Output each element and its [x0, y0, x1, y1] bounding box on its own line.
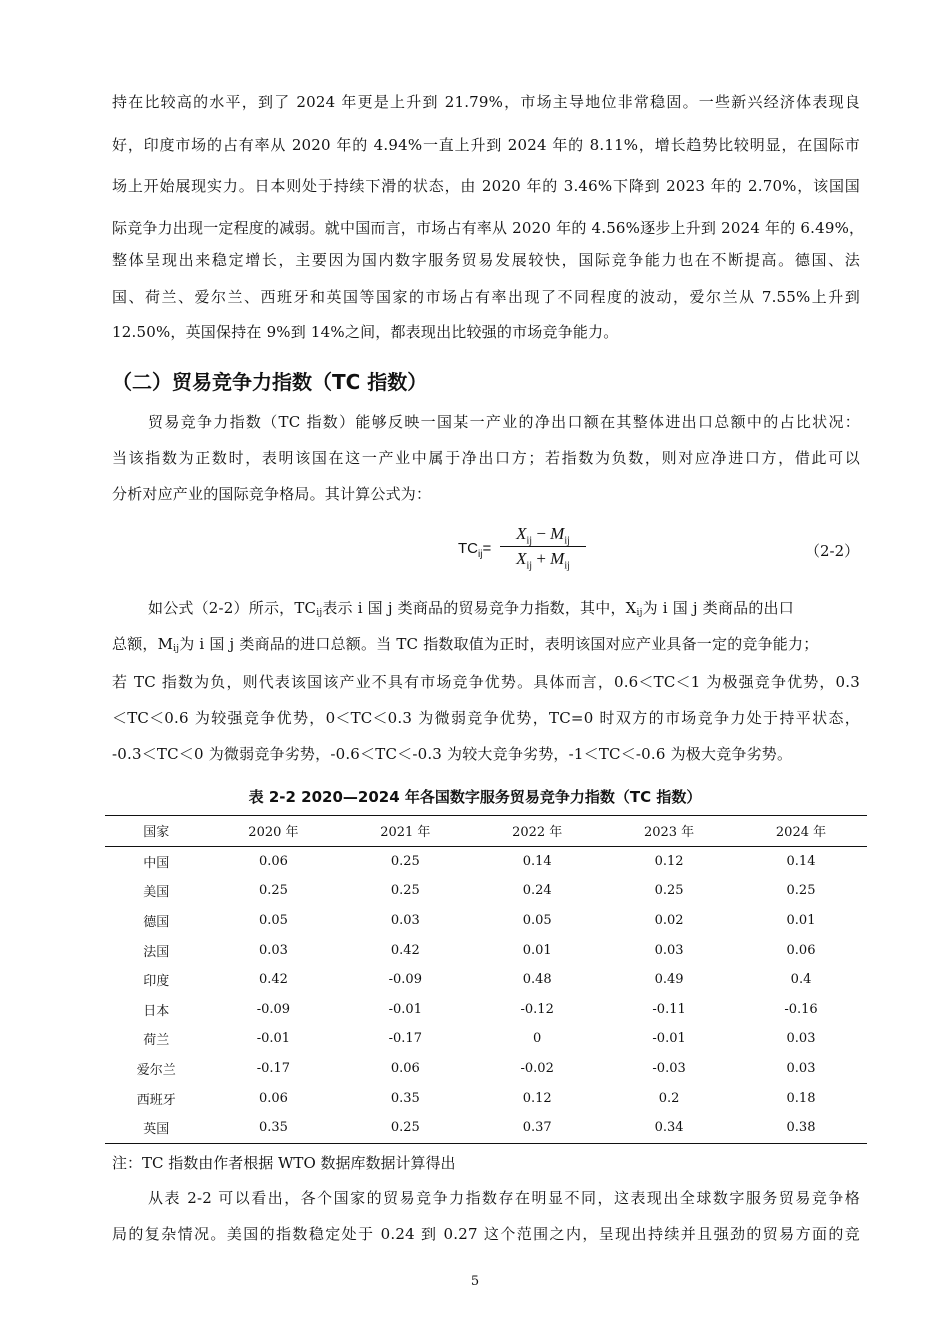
- paragraph-line: 场上开始展现实力。日本则处于持续下滑的状态，由 2020 年的 3.46%下降到 2023 年的 2.70%，该国国: [112, 177, 860, 195]
- table-cell: -0.17: [388, 1031, 422, 1047]
- column-header: 国家: [143, 825, 170, 841]
- table-cell: 0.25: [258, 883, 288, 899]
- table-row: [105, 995, 867, 1025]
- table-cell: -0.11: [652, 1001, 686, 1017]
- table-cell: 0.01: [522, 942, 552, 958]
- table-cell: 0.06: [258, 853, 288, 869]
- column-header: 2020 年: [248, 825, 299, 841]
- table-cell: 0.35: [258, 1120, 288, 1136]
- paragraph-line: 从表 2-2 可以看出，各个国家的贸易竞争力指数存在明显不同，这表现出全球数字服务贸易竞争格: [148, 1189, 860, 1207]
- column-header: 2022 年: [512, 825, 563, 841]
- table-cell: -0.03: [652, 1061, 686, 1077]
- table-row: [105, 1113, 867, 1143]
- table-cell: 0.38: [786, 1120, 816, 1136]
- table-row: [105, 906, 867, 936]
- table-row: [105, 1024, 867, 1054]
- tc-index-table: [105, 815, 867, 1144]
- table-cell: -0.01: [388, 1001, 422, 1017]
- table-cell: 0.48: [522, 972, 552, 988]
- column-header: 2024 年: [775, 825, 827, 841]
- paragraph-line: 持在比较高的水平，到了 2024 年更是上升到 21.79%，市场主导地位非常稳固。一些新兴经济体表现良: [112, 93, 860, 111]
- table-row: [105, 846, 867, 876]
- table-cell: 荷兰: [143, 1033, 170, 1049]
- paragraph-line: ＜TC＜0.6 为较强竞争优势，0＜TC＜0.3 为微弱竞争优势，TC=0 时双方的市场竞争力处于持平状态，: [112, 709, 860, 727]
- table-cell: -0.02: [520, 1061, 554, 1077]
- table-cell: 0.03: [786, 1061, 816, 1077]
- table-cell: 印度: [143, 974, 170, 990]
- table-cell: 0.4: [790, 972, 812, 988]
- table-cell: 德国: [143, 915, 170, 931]
- formula-numerator: $X_{ij} - M_{ij}$: [500, 522, 586, 547]
- table-cell: 0.06: [258, 1090, 288, 1106]
- table-cell: 0.03: [258, 942, 288, 958]
- paragraph-line: 贸易竞争力指数（TC 指数）能够反映一国某一产业的净出口额在其整体进出口总额中的占比状况：: [148, 413, 860, 431]
- page-number: 5: [470, 1274, 480, 1289]
- table-cell: 0.25: [390, 883, 420, 899]
- table-cell: 爱尔兰: [136, 1063, 176, 1079]
- table-cell: 0.49: [654, 972, 684, 988]
- table-cell: 美国: [143, 885, 170, 901]
- table-cell: 中国: [143, 855, 170, 871]
- equation-number: （2-2）: [805, 542, 860, 560]
- paragraph-line: -0.3＜TC＜0 为微弱竞争劣势，-0.6＜TC＜-0.3 为较大竞争劣势，-1＜TC＜-0.6 为极大竞争劣势。: [112, 745, 793, 763]
- table-cell: 法国: [143, 944, 170, 960]
- table-cell: -0.01: [256, 1031, 291, 1047]
- table-cell: 0.14: [522, 853, 552, 869]
- table-cell: 0.12: [522, 1090, 552, 1106]
- table-cell: 0.25: [654, 883, 684, 899]
- table-cell: 0.03: [654, 942, 684, 958]
- paragraph-line: 好，印度市场的占有率从 2020 年的 4.94%一直上升到 2024 年的 8.11%，增长趋势比较明显，在国际市: [112, 136, 860, 154]
- table-cell: 0.37: [522, 1120, 552, 1136]
- table-cell: 0.05: [522, 913, 552, 929]
- table-cell: 0.06: [786, 942, 816, 958]
- table-cell: 0.25: [786, 883, 816, 899]
- table-cell: 0.24: [522, 883, 552, 899]
- table-cell: -0.01: [652, 1031, 686, 1047]
- table-cell: -0.09: [388, 972, 422, 988]
- table-cell: 0.01: [786, 913, 816, 929]
- table-cell: -0.09: [256, 1001, 291, 1017]
- table-row: [105, 965, 867, 995]
- table-cell: 0.06: [390, 1061, 420, 1077]
- table-row: [105, 935, 867, 965]
- table-caption: 表 2-2 2020—2024 年各国数字服务贸易竞争力指数（TC 指数）: [248, 788, 702, 806]
- table-cell: 0.03: [786, 1031, 816, 1047]
- table-cell: 西班牙: [136, 1092, 176, 1108]
- table-cell: 日本: [143, 1003, 170, 1019]
- table-cell: 0.2: [658, 1090, 680, 1106]
- paragraph-line: 如公式（2-2）所示，$TC_{ij}$表示 i 国 j 类商品的贸易竞争力指数，其中，$X_{ij}$为 i 国 j 类商品的出口: [148, 599, 794, 618]
- paragraph-line: 总额，$M_{ij}$为 i 国 j 类商品的进口总额。当 TC 指数取值为正时，表明该国对应产业具备一定的竞争能力；: [112, 635, 819, 654]
- table-cell: 0: [533, 1031, 542, 1047]
- table-cell: 0.25: [390, 1120, 420, 1136]
- table-header-row: [105, 816, 867, 847]
- table-cell: -0.17: [256, 1061, 291, 1077]
- table-cell: 0.05: [258, 913, 288, 929]
- table-note: 注：TC 指数由作者根据 WTO 数据库数据计算得出: [112, 1154, 456, 1172]
- paragraph-line: 际竞争力出现一定程度的减弱。就中国而言，市场占有率从 2020 年的 4.56%逐步上升到 2024 年的 6.49%，: [112, 219, 865, 237]
- table-cell: 0.35: [390, 1090, 420, 1106]
- formula-fraction: [500, 522, 586, 571]
- table-cell: -0.12: [520, 1001, 554, 1017]
- table-cell: -0.16: [784, 1001, 818, 1017]
- paragraph-line: 12.50%，英国保持在 9%到 14%之间，都表现出比较强的市场竞争能力。: [112, 323, 619, 341]
- table-cell: 0.14: [786, 853, 816, 869]
- table-row: [105, 1083, 867, 1113]
- table-cell: 0.42: [390, 942, 420, 958]
- table-cell: 0.42: [258, 972, 288, 988]
- formula-denominator: $X_{ij} + M_{ij}$: [516, 549, 570, 572]
- column-header: 2021 年: [380, 825, 431, 841]
- paragraph-line: 分析对应产业的国际竞争格局。其计算公式为：: [112, 485, 432, 503]
- table-row: [105, 876, 867, 906]
- table-cell: 英国: [143, 1122, 170, 1138]
- column-header: 2023 年: [643, 825, 695, 841]
- table-row: [105, 1054, 867, 1084]
- paragraph-line: 国、荷兰、爱尔兰、西班牙和英国等国家的市场占有率出现了不同程度的波动，爱尔兰从 7.55%上升到: [112, 288, 860, 306]
- table-cell: 0.25: [390, 853, 420, 869]
- tc-formula: [458, 518, 598, 582]
- formula-lhs: $TC_{ij}=$: [458, 540, 492, 560]
- paragraph-line: 整体呈现出来稳定增长，主要因为国内数字服务贸易发展较快，国际竞争能力也在不断提高。德国、法: [112, 251, 860, 269]
- table-cell: 0.18: [786, 1090, 816, 1106]
- section-heading: （二）贸易竞争力指数（TC 指数）: [112, 370, 428, 394]
- paragraph-line: 当该指数为正数时，表明该国在这一产业中属于净出口方；若指数为负数，则对应净进口方，借此可以: [112, 449, 860, 467]
- table-cell: 0.34: [654, 1120, 684, 1136]
- table-cell: 0.02: [654, 913, 684, 929]
- table-cell: 0.03: [390, 913, 420, 929]
- table-cell: 0.12: [654, 853, 684, 869]
- paragraph-line: 若 TC 指数为负，则代表该国该产业不具有市场竞争优势。具体而言，0.6＜TC＜1 为极强竞争优势，0.3: [112, 673, 860, 691]
- paragraph-line: 局的复杂情况。美国的指数稳定处于 0.24 到 0.27 这个范围之内，呈现出持续并且强劲的贸易方面的竞: [112, 1225, 860, 1243]
